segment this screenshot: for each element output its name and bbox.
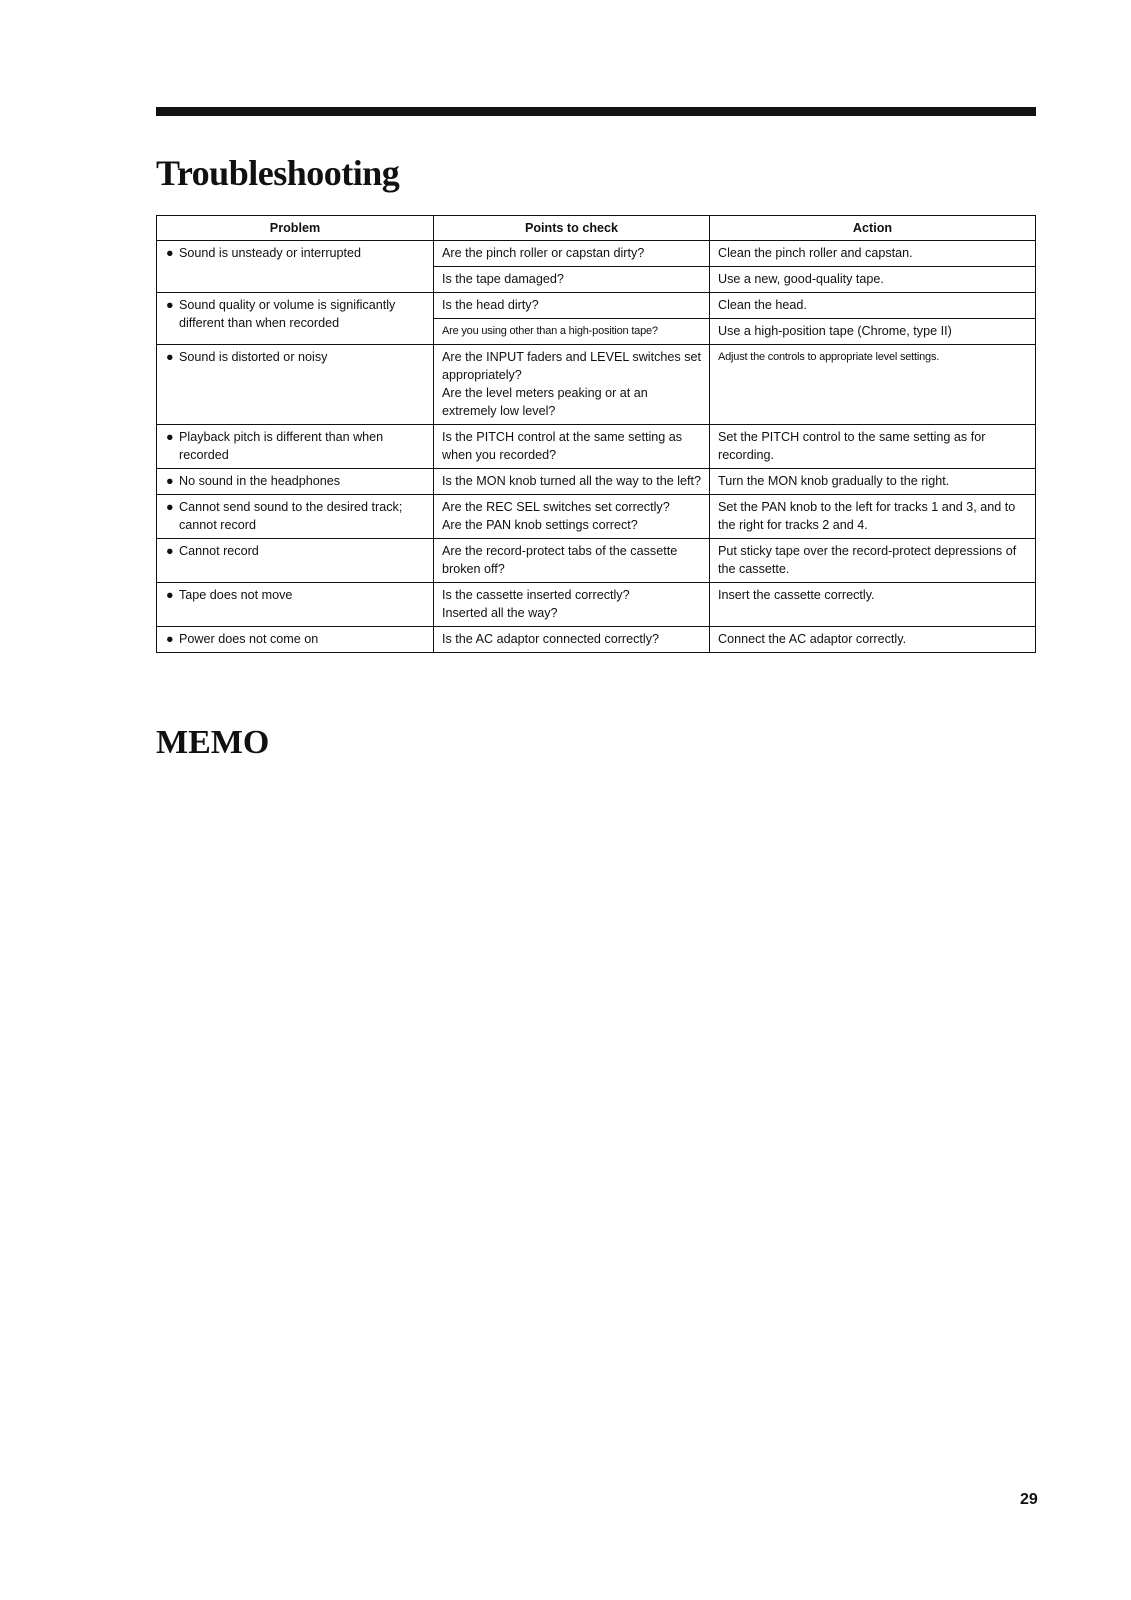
problem-text: Sound is unsteady or interrupted (179, 246, 362, 260)
bullet-icon: ● (166, 544, 174, 558)
problem-cell (157, 293, 434, 345)
point-cell: Are you using other than a high-position tape? (434, 319, 710, 345)
table-row (157, 425, 1036, 469)
table-row (157, 345, 1036, 425)
column-header-problem: Problem (157, 216, 434, 241)
troubleshooting-table (156, 215, 1036, 653)
action-cell: Set the PAN knob to the left for tracks 1 and 3, and to the right for tracks 2 and 4. (710, 495, 1036, 539)
bullet-icon: ● (166, 588, 174, 602)
bullet-icon: ● (166, 298, 174, 312)
problem-cell (157, 241, 434, 293)
point-cell: Is the MON knob turned all the way to the left? (434, 469, 710, 495)
bullet-icon: ● (166, 474, 174, 488)
bullet-icon: ● (166, 500, 174, 514)
bullet-icon: ● (166, 430, 174, 444)
problem-cell (157, 627, 434, 653)
problem-text: Sound quality or volume is significantly different than when recorded (179, 298, 396, 330)
problem-text: Power does not come on (179, 632, 319, 646)
problem-cell (157, 345, 434, 425)
point-line: Are the PAN knob settings correct? (442, 518, 638, 532)
point-line: Are the level meters peaking or at an extremely low level? (442, 386, 648, 418)
problem-cell (157, 583, 434, 627)
point-cell: Is the head dirty? (434, 293, 710, 319)
point-cell: Is the AC adaptor connected correctly? (434, 627, 710, 653)
action-cell: Adjust the controls to appropriate level settings. (710, 345, 1036, 425)
table-row (157, 495, 1036, 539)
table-row (157, 583, 1036, 627)
point-line: Are the INPUT faders and LEVEL switches set appropriately? (442, 350, 701, 382)
problem-cell (157, 539, 434, 583)
table-header-row (157, 216, 1036, 241)
header-rule (156, 107, 1036, 116)
table-row (157, 469, 1036, 495)
point-cell: Is the tape damaged? (434, 267, 710, 293)
problem-text: Cannot send sound to the desired track; cannot record (179, 500, 403, 532)
table-row (157, 627, 1036, 653)
page-title: Troubleshooting (156, 153, 400, 193)
point-cell (434, 345, 710, 425)
problem-text: No sound in the headphones (179, 474, 341, 488)
action-cell: Clean the pinch roller and capstan. (710, 241, 1036, 267)
point-cell: Are the pinch roller or capstan dirty? (434, 241, 710, 267)
point-cell: Is the PITCH control at the same setting as when you recorded? (434, 425, 710, 469)
action-cell: Insert the cassette correctly. (710, 583, 1036, 627)
action-cell: Turn the MON knob gradually to the right. (710, 469, 1036, 495)
action-cell: Put sticky tape over the record-protect depressions of the cassette. (710, 539, 1036, 583)
action-cell: Clean the head. (710, 293, 1036, 319)
bullet-icon: ● (166, 246, 174, 260)
bullet-icon: ● (166, 350, 174, 364)
point-cell: Are the record-protect tabs of the cassette broken off? (434, 539, 710, 583)
problem-cell (157, 495, 434, 539)
problem-cell (157, 425, 434, 469)
problem-text: Tape does not move (179, 588, 293, 602)
table-row (157, 293, 1036, 319)
column-header-action: Action (710, 216, 1036, 241)
point-line: Inserted all the way? (442, 606, 558, 620)
table-row (157, 241, 1036, 267)
memo-title: MEMO (156, 724, 270, 761)
problem-text: Cannot record (179, 544, 259, 558)
action-cell: Set the PITCH control to the same setting as for recording. (710, 425, 1036, 469)
point-line: Are the REC SEL switches set correctly? (442, 500, 670, 514)
action-cell: Use a high-position tape (Chrome, type II) (710, 319, 1036, 345)
problem-text: Playback pitch is different than when recorded (179, 430, 384, 462)
bullet-icon: ● (166, 632, 174, 646)
point-cell (434, 583, 710, 627)
point-cell (434, 495, 710, 539)
action-cell: Connect the AC adaptor correctly. (710, 627, 1036, 653)
action-cell: Use a new, good-quality tape. (710, 267, 1036, 293)
problem-text: Sound is distorted or noisy (179, 350, 328, 364)
page-number: 29 (1020, 1491, 1038, 1508)
table-row (157, 539, 1036, 583)
point-line: Is the cassette inserted correctly? (442, 588, 630, 602)
problem-cell (157, 469, 434, 495)
column-header-points: Points to check (434, 216, 710, 241)
